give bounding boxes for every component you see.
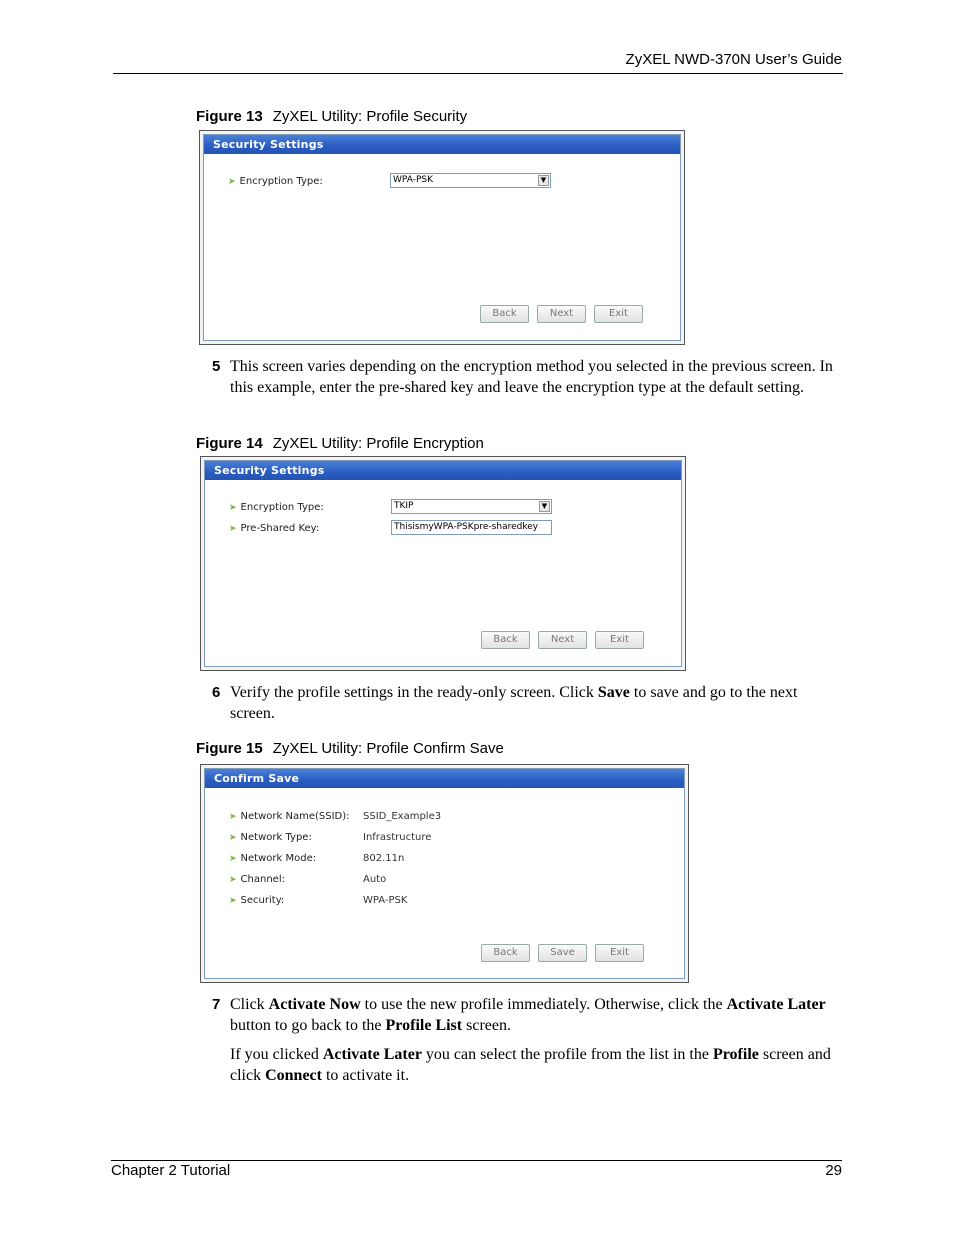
security-label: ➤ Security: [229, 895, 285, 906]
chevron-right-icon: ➤ [229, 503, 237, 513]
security-value: WPA-PSK [363, 895, 408, 906]
figure-15-label: Figure 15 [196, 740, 263, 757]
confirm-save-panel [204, 768, 685, 979]
encryption-type-label: ➤ Encryption Type: [229, 502, 324, 513]
figure-13-label: Figure 13 [196, 108, 263, 125]
network-name-label: ➤ Network Name(SSID): [229, 811, 350, 822]
chevron-right-icon: ➤ [229, 524, 237, 534]
chevron-right-icon: ➤ [229, 875, 237, 885]
back-button[interactable]: Back [481, 631, 530, 649]
panel-title: Security Settings [204, 135, 680, 154]
figure-13-screenshot [199, 130, 685, 345]
step-text: Verify the profile settings in the ready-only screen. Click Save to save and go to the next screen. [230, 684, 798, 722]
panel-title: Confirm Save [205, 769, 684, 788]
network-mode-value: 802.11n [363, 853, 405, 864]
page-number: 29 [825, 1162, 842, 1179]
footer-chapter: Chapter 2 Tutorial [111, 1162, 231, 1179]
back-button[interactable]: Back [480, 305, 529, 323]
network-name-value: SSID_Example3 [363, 811, 442, 822]
header-rule [113, 73, 843, 74]
encryption-type-select[interactable]: WPA-PSK ▼ [390, 173, 551, 188]
pre-shared-key-label: ➤ Pre-Shared Key: [229, 523, 320, 534]
security-settings-panel [203, 134, 681, 341]
panel-body [205, 788, 684, 978]
chevron-right-icon: ➤ [229, 833, 237, 843]
network-type-label: ➤ Network Type: [229, 832, 312, 843]
panel-body [205, 480, 681, 666]
back-button[interactable]: Back [481, 944, 530, 962]
figure-14-label: Figure 14 [196, 435, 263, 452]
exit-button[interactable]: Exit [595, 631, 644, 649]
save-button[interactable]: Save [538, 944, 587, 962]
chevron-down-icon[interactable]: ▼ [539, 501, 550, 512]
pre-shared-key-input[interactable]: ThisismyWPA-PSKpre-sharedkey [391, 520, 552, 535]
figure-13-caption [196, 108, 467, 125]
chevron-right-icon: ➤ [228, 177, 236, 187]
security-settings-panel [204, 460, 682, 667]
encryption-type-label: ➤ Encryption Type: [228, 176, 323, 187]
running-header-title: ZyXEL NWD-370N User’s Guide [625, 51, 842, 68]
figure-15-title: ZyXEL Utility: Profile Confirm Save [272, 740, 504, 757]
step-number: 7 [212, 996, 221, 1013]
next-button[interactable]: Next [538, 631, 587, 649]
figure-14-screenshot [200, 456, 686, 671]
next-button[interactable]: Next [537, 305, 586, 323]
figure-14-title: ZyXEL Utility: Profile Encryption [272, 435, 484, 452]
exit-button[interactable]: Exit [595, 944, 644, 962]
step-7-followup: If you clicked Activate Later you can select the profile from the list in the Profile screen and click Connect to activate it. [230, 1046, 831, 1084]
network-type-value: Infrastructure [363, 832, 432, 843]
step-text: This screen varies depending on the encryption method you selected in the previous screen. In this example, enter the pre-shared key and leave the encryption type at the default setting. [230, 358, 833, 396]
channel-value: Auto [363, 874, 387, 885]
exit-button[interactable]: Exit [594, 305, 643, 323]
encryption-type-select[interactable]: TKIP ▼ [391, 499, 552, 514]
channel-label: ➤ Channel: [229, 874, 285, 885]
figure-14-caption [196, 435, 484, 452]
figure-15-screenshot [200, 764, 689, 983]
footer-rule [111, 1160, 842, 1161]
chevron-right-icon: ➤ [229, 812, 237, 822]
figure-15-caption [196, 740, 504, 757]
panel-body [204, 154, 680, 340]
chevron-right-icon: ➤ [229, 896, 237, 906]
chevron-right-icon: ➤ [229, 854, 237, 864]
figure-13-title: ZyXEL Utility: Profile Security [272, 108, 468, 125]
network-mode-label: ➤ Network Mode: [229, 853, 317, 864]
panel-title: Security Settings [205, 461, 681, 480]
step-text: Click Activate Now to use the new profile immediately. Otherwise, click the Activate Later button to go back to the Profile List screen. [230, 996, 826, 1034]
step-number: 6 [212, 684, 221, 701]
step-number: 5 [212, 358, 221, 375]
chevron-down-icon[interactable]: ▼ [538, 175, 549, 186]
